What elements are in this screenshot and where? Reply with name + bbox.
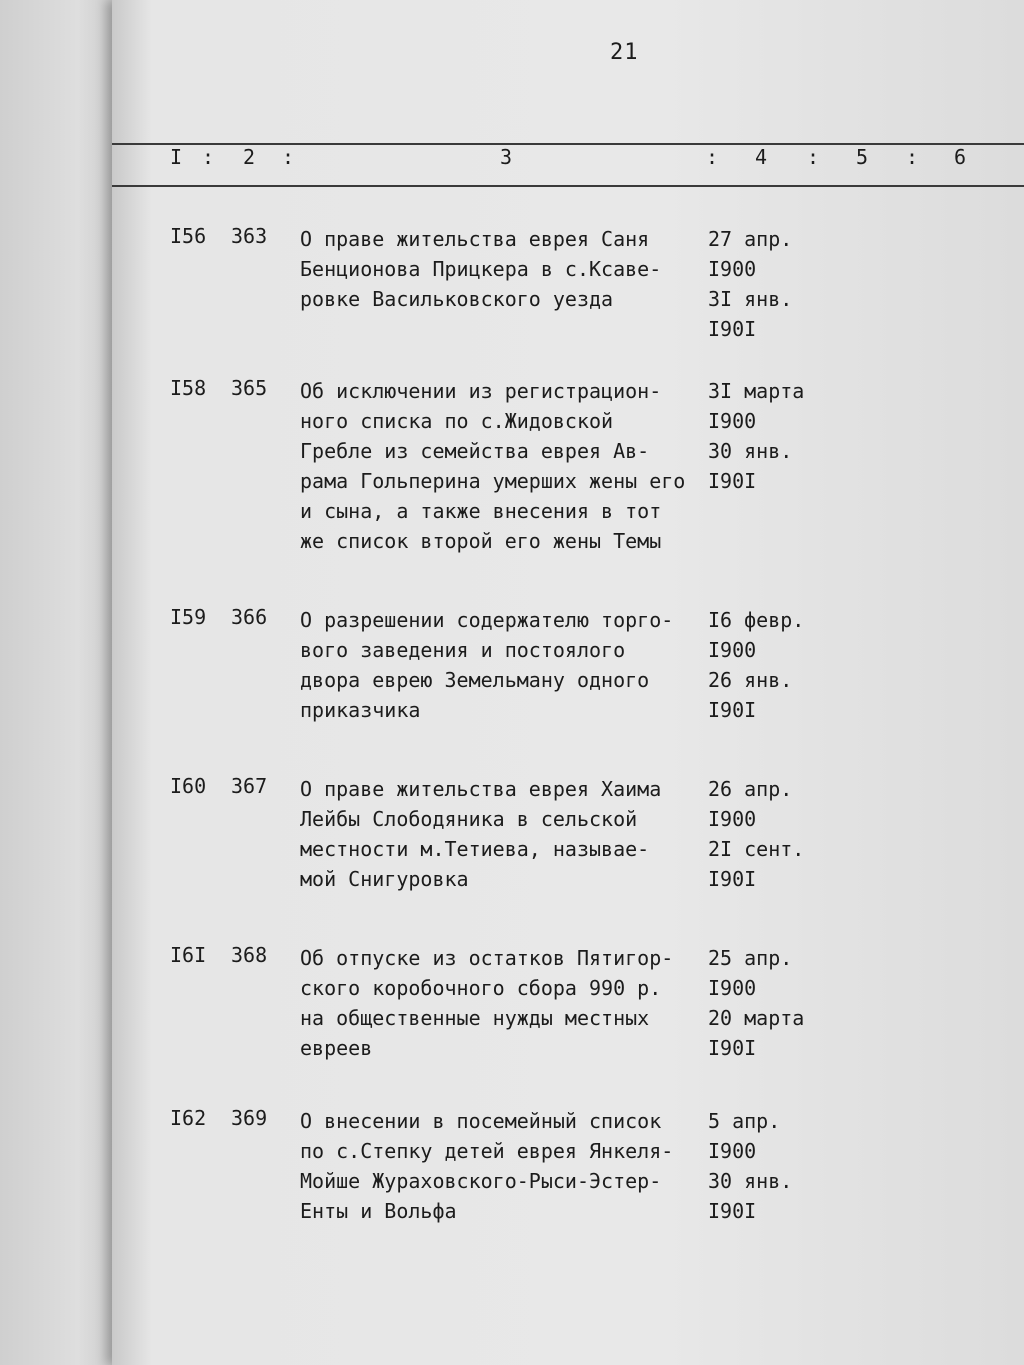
entry-number: I62 [170, 1106, 207, 1130]
description-line: местности м.Тетиева, называе- [300, 837, 650, 861]
column-header-separator: : [202, 145, 215, 169]
description-line: ного списка по с.Жидовской [300, 409, 614, 433]
entry-dates [708, 943, 838, 1063]
description-line: двора еврею Земельману одного [300, 668, 650, 692]
start-date: I6 февр. [708, 608, 805, 632]
description-line: Енты и Вольфа [300, 1199, 457, 1223]
description-line: Гребле из семейства еврея Ав- [300, 439, 650, 463]
description-line: О праве жительства еврея Хаима [300, 777, 662, 801]
description-line: ровке Васильковского уезда [300, 287, 614, 311]
end-year: I90I [708, 1036, 757, 1060]
start-year: I900 [708, 807, 757, 831]
description-line: Об отпуске из остатков Пятигор- [300, 946, 674, 970]
end-date: 3I янв. [708, 287, 793, 311]
column-header-2: 2 [243, 145, 256, 169]
start-date: 27 апр. [708, 227, 793, 251]
description-line: и сына, а также внесения в тот [300, 499, 662, 523]
case-number: 363 [231, 224, 268, 248]
end-year: I90I [708, 317, 757, 341]
end-year: I90I [708, 1199, 757, 1223]
column-header-4: 4 [755, 145, 768, 169]
column-header-1: I [170, 145, 183, 169]
page-number: 21 [610, 40, 639, 65]
entry-dates [708, 774, 838, 894]
entry-number: I6I [170, 943, 207, 967]
start-year: I900 [708, 1139, 757, 1163]
case-number: 368 [231, 943, 268, 967]
header-rule-bottom [112, 185, 1024, 187]
start-date: 3I марта [708, 379, 805, 403]
entry-dates [708, 605, 838, 725]
case-number: 365 [231, 376, 268, 400]
description-line: Лейбы Слободяника в сельской [300, 807, 638, 831]
description-line: О праве жительства еврея Саня [300, 227, 650, 251]
entry-number: I56 [170, 224, 207, 248]
end-year: I90I [708, 698, 757, 722]
description-line: мой Снигуровка [300, 867, 469, 891]
description-line: вого заведения и постоялого [300, 638, 626, 662]
end-year: I90I [708, 867, 757, 891]
entry-dates [708, 376, 838, 496]
end-date: 26 янв. [708, 668, 793, 692]
entry-dates [708, 224, 838, 344]
description-line: Мойше Жураховского-Рыси-Эстер- [300, 1169, 662, 1193]
start-year: I900 [708, 257, 757, 281]
entry-number: I58 [170, 376, 207, 400]
description-line: же список второй его жены Темы [300, 529, 662, 553]
previous-page-edge [0, 0, 130, 1365]
entry-description [300, 1106, 720, 1226]
description-line: по с.Степку детей еврея Янкеля- [300, 1139, 674, 1163]
description-line: на общественные нужды местных [300, 1006, 650, 1030]
column-header-separator: : [906, 145, 919, 169]
start-date: 5 апр. [708, 1109, 781, 1133]
start-year: I900 [708, 638, 757, 662]
column-header-6: 6 [954, 145, 967, 169]
description-line: Об исключении из регистрацион- [300, 379, 662, 403]
case-number: 366 [231, 605, 268, 629]
column-header-3: 3 [500, 145, 513, 169]
description-line: О разрешении содержателю торго- [300, 608, 674, 632]
description-line: рама Гольперина умерших жены его [300, 469, 686, 493]
column-header-separator: : [807, 145, 820, 169]
description-line: Бенционова Прицкера в с.Ксаве- [300, 257, 662, 281]
start-year: I900 [708, 409, 757, 433]
column-header-separator: : [282, 145, 295, 169]
entry-description [300, 774, 720, 894]
case-number: 367 [231, 774, 268, 798]
entry-dates [708, 1106, 838, 1226]
description-line: евреев [300, 1036, 373, 1060]
end-date: 30 янв. [708, 1169, 793, 1193]
entry-number: I59 [170, 605, 207, 629]
start-year: I900 [708, 976, 757, 1000]
column-header-separator: : [706, 145, 719, 169]
description-line: О внесении в посемейный список [300, 1109, 662, 1133]
end-date: 2I сент. [708, 837, 805, 861]
end-date: 20 марта [708, 1006, 805, 1030]
start-date: 25 апр. [708, 946, 793, 970]
entry-number: I60 [170, 774, 207, 798]
description-line: ского коробочного сбора 990 р. [300, 976, 662, 1000]
entry-description [300, 943, 720, 1063]
case-number: 369 [231, 1106, 268, 1130]
end-year: I90I [708, 469, 757, 493]
end-date: 30 янв. [708, 439, 793, 463]
column-header-5: 5 [856, 145, 869, 169]
document-page [112, 0, 1024, 1365]
entry-description [300, 605, 720, 725]
entry-description [300, 224, 720, 314]
entry-description [300, 376, 720, 556]
description-line: приказчика [300, 698, 421, 722]
start-date: 26 апр. [708, 777, 793, 801]
